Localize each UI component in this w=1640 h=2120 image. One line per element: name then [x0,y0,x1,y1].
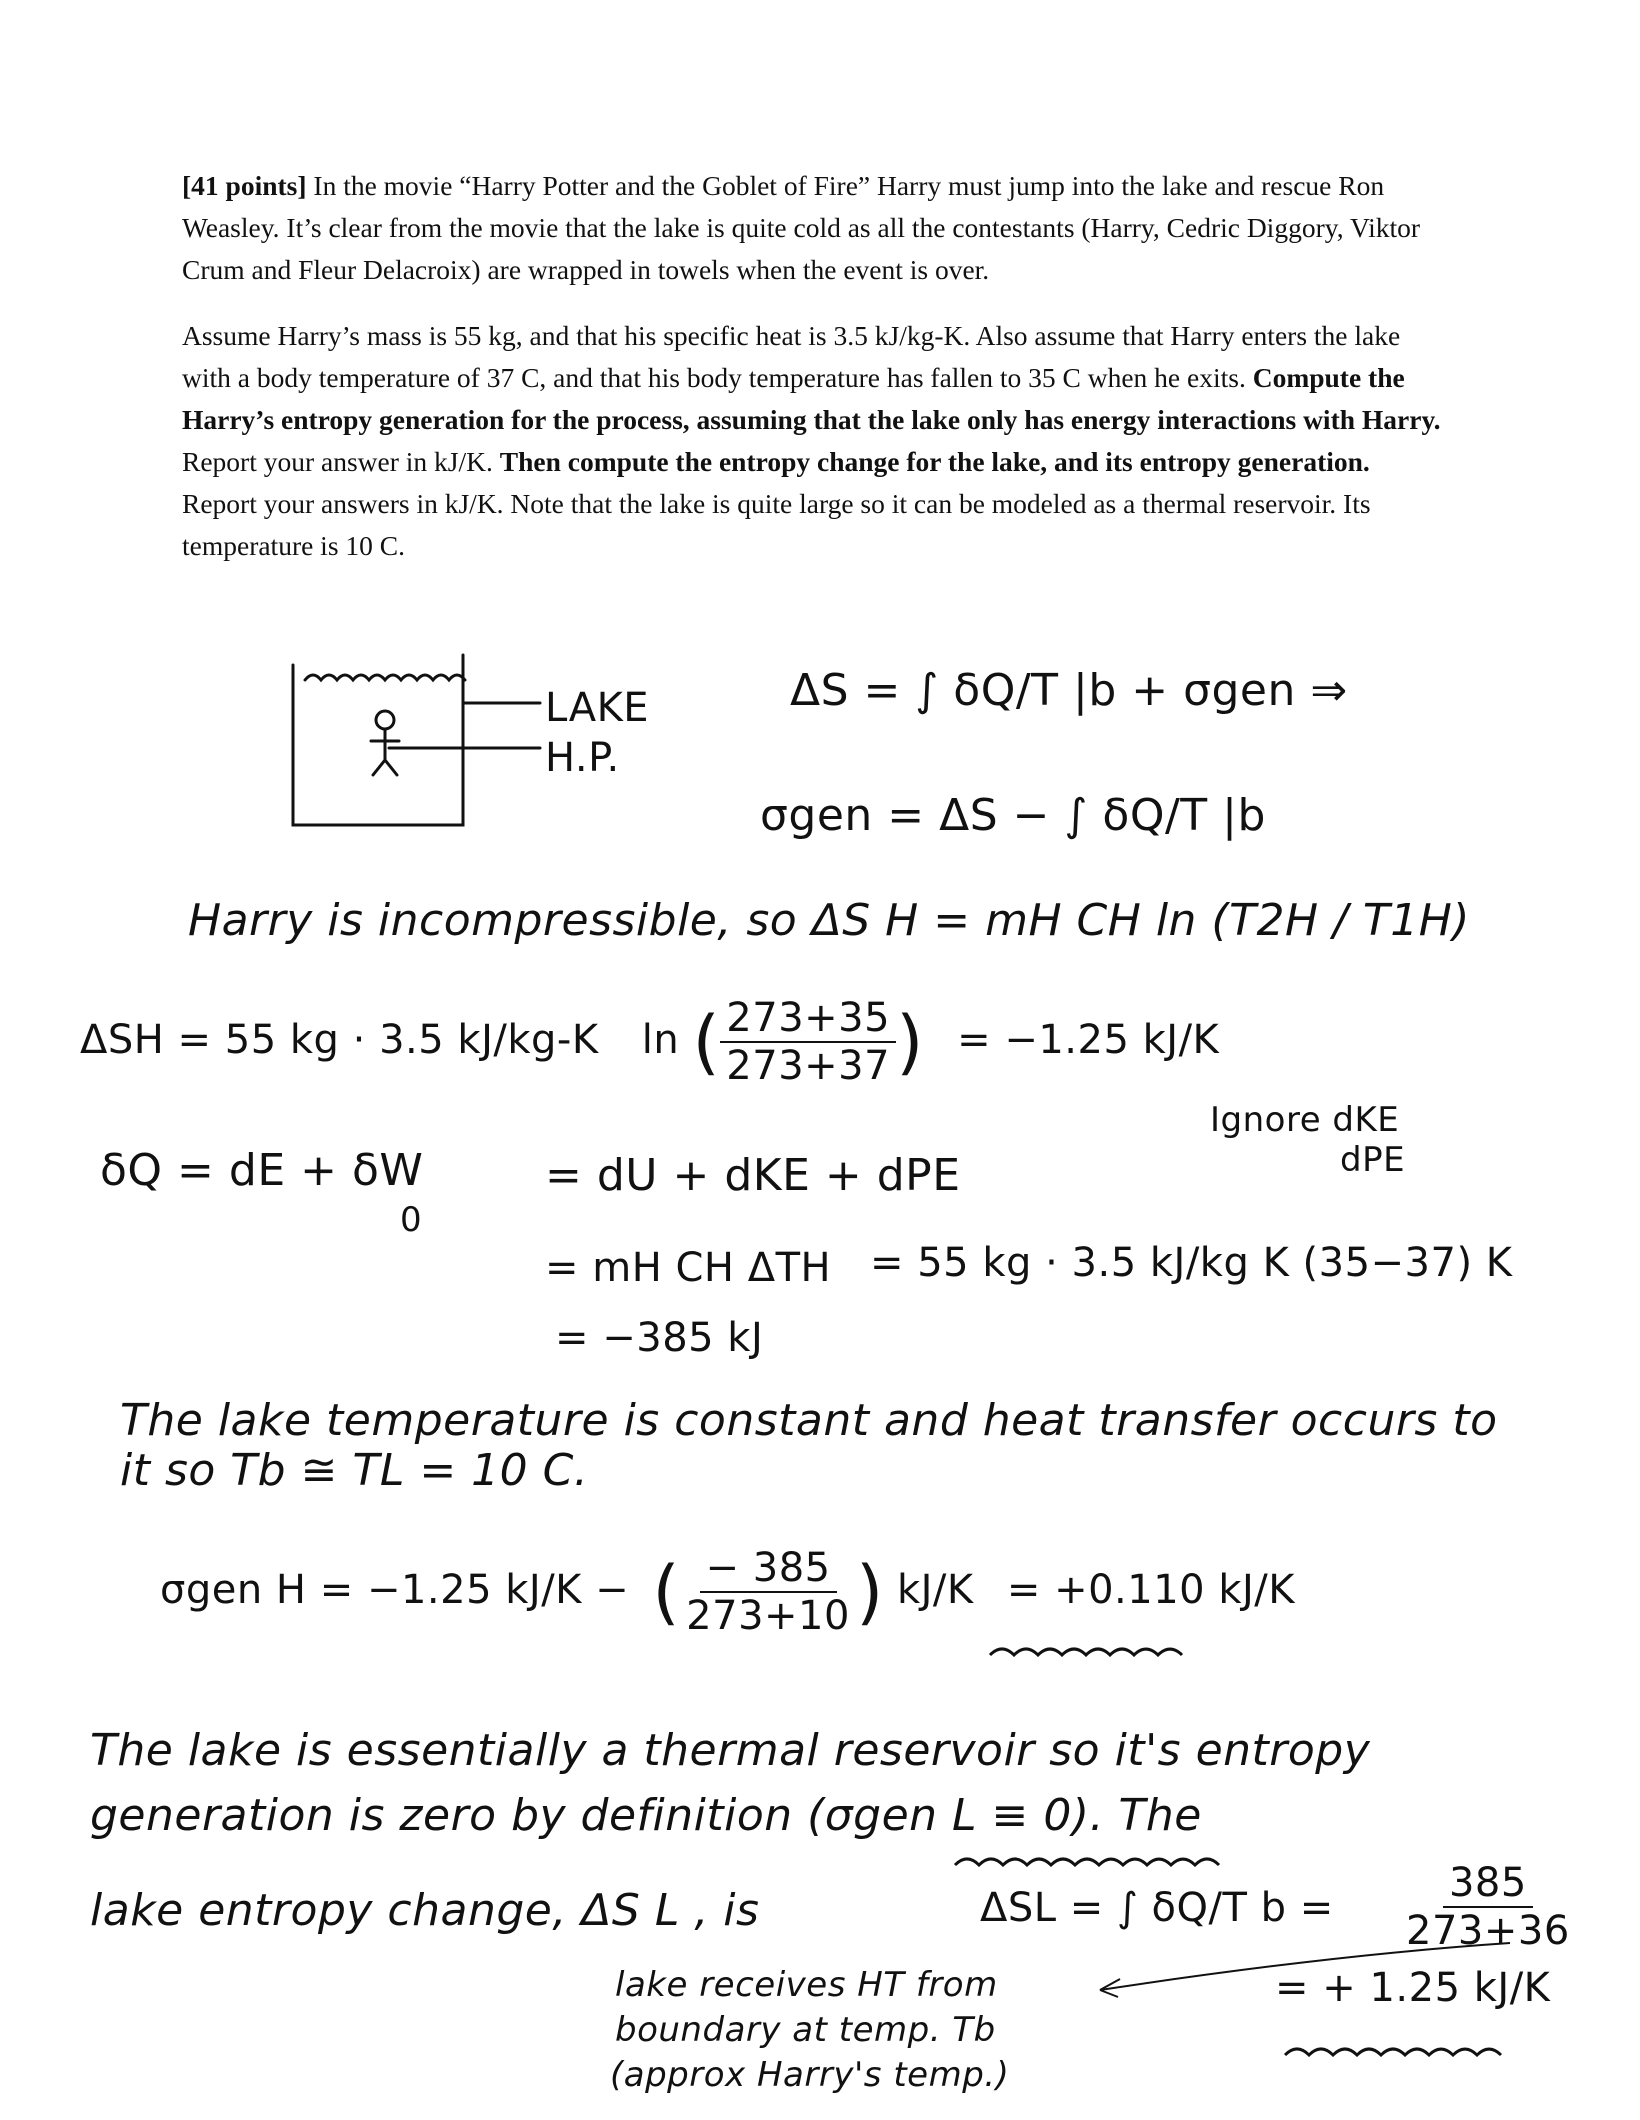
dq-line: δQ = dE + δW [100,1145,424,1196]
dsh-line: ΔSH = 55 kg · 3.5 kJ/kg-K ln ( $\frac{273+35}{273+37}$ ) = −1.25 kJ/K [80,995,1220,1089]
sgen-result: = +0.110 kJ/K [1006,1567,1295,1613]
sgen-line: σgen H = −1.25 kJ/K − ( $\frac{- 385}{273+10}$ ) kJ/K = +0.110 kJ/K [160,1545,1295,1639]
dsh-result: = −1.25 kJ/K [957,1017,1220,1063]
problem-bold-1: Compute the Harry’s entropy generation for the process, assuming that the lake only has energy interactions with Harry. [182,362,1441,435]
problem-statement [182,165,1442,591]
lake-const-line-2: it so Tb ≅ TL = 10 C. [120,1445,589,1496]
lake-const-line-1: The lake temperature is constant and heat transfer occurs to [120,1395,1498,1446]
sigma-gen-eq: σgen = ΔS − ∫ δQ/T |b [760,790,1266,841]
problem-text-2d: Report your answers in kJ/K. Note that the lake is quite large so it can be modeled as a thermal reservoir. Its temperature is 10 C. [182,488,1371,561]
ignore-note-2: dPE [1340,1140,1406,1180]
problem-text-2c: Report your answer in kJ/K. [182,446,500,477]
lake-note-2: boundary at temp. Tb [615,2010,996,2050]
mcdt-line: = mH CH ΔTH [545,1245,832,1291]
sgen-unit: kJ/K [896,1567,974,1613]
dsh-num: 273+35 [720,995,896,1043]
sgen-lhs: σgen H = −1.25 kJ/K − [160,1567,630,1613]
lake-entropy-eq: ΔSL = ∫ δQ/T b = [980,1885,1334,1931]
lake-entropy-result: = + 1.25 kJ/K [1275,1965,1551,2011]
lake-note-1: lake receives HT from [615,1965,998,2005]
entropy-balance-eq: ΔS = ∫ δQ/T |b + σgen ⇒ [790,665,1348,716]
lake-note-3: (approx Harry's temp.) [610,2055,1010,2095]
sgen-den: 273+10 [686,1593,850,1639]
sgen-underline [985,1640,1195,1670]
problem-paragraph-2 [182,315,1442,567]
reservoir-line-1: The lake is essentially a thermal reservoir so it's entropy [90,1725,1371,1776]
problem-paragraph-1 [182,165,1442,291]
lake-label: LAKE [545,685,650,731]
lake-diagram [285,645,705,895]
dsh-fraction [720,995,896,1089]
q-result: = −385 kJ [555,1315,764,1361]
dq-rhs: = dU + dKE + dPE [545,1150,961,1201]
dsh-den: 273+37 [726,1043,891,1089]
sgen-fraction [680,1545,856,1639]
lake-entropy-text: lake entropy change, ΔS L , is [90,1885,760,1936]
points-label: [41 points] [182,170,307,201]
dsh-lhs: ΔSH = 55 kg · 3.5 kJ/kg-K [80,1017,599,1063]
dq-zero: 0 [400,1200,423,1240]
problem-text-1: In the movie “Harry Potter and the Goblet of Fire” Harry must jump into the lake and rescue Ron Weasley. It’s clear from the movie that the lake is quite cold as all the contestants (Harry, Cedric Diggory, Viktor Crum and Fleur Delacroix) are wrapped in towels when the event is over. [182,170,1421,285]
sgen-num: − 385 [700,1545,837,1593]
ignore-note-1: Ignore dKE [1210,1100,1400,1140]
incompressible-line: Harry is incompressible, so ΔS H = mH CH ln (T2H / T1H) [188,895,1470,946]
sgen-lake-underline [950,1850,1240,1880]
reservoir-line-2: generation is zero by definition (σgen L ≡ 0). The [90,1790,1202,1841]
dsh-ln: ln [641,1017,680,1063]
problem-text-2a: Assume Harry’s mass is 55 kg, and that his specific heat is 3.5 kJ/kg-K. Also assume that Harry enters the lake with a body temperature of 37 C, and that his body temperature has fallen to 35 C when he exits. [182,320,1401,393]
hp-label: H.P. [545,735,620,781]
lake-result-underline [1280,2040,1510,2070]
problem-bold-2: Then compute the entropy change for the lake, and its entropy generation. [499,446,1370,477]
lake-entropy-den: 273+36 [1406,1908,1570,1954]
mcdt-rhs: = 55 kg · 3.5 kJ/kg K (35−37) K [870,1240,1513,1286]
lake-entropy-num: 385 [1443,1860,1533,1908]
